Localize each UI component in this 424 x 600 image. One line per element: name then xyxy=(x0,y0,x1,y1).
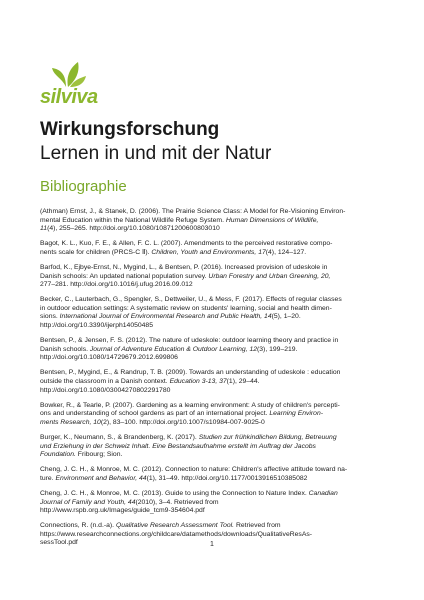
reference-text: 277–281. http://doi.org/10.1016/j.ufug.2016.09.012 xyxy=(40,281,193,289)
reference-italic-text: Human Dimensions of Wildlife, xyxy=(225,216,319,224)
reference-line xyxy=(40,208,390,217)
reference-text: http://doi.org/10.3390/ijerph14050485 xyxy=(40,322,153,330)
reference-line xyxy=(40,240,390,249)
reference-text: Danish schools. xyxy=(40,345,90,353)
reference-text: http://www.rspb.org.uk/Images/guide_tcm9-354604.pdf xyxy=(40,507,205,515)
silviva-logo xyxy=(40,62,102,106)
reference-text: Barfod, K., Ejbye-Ernst, N., Mygind, L., & Bentsen, P. (2016). Increased provision of udeskole in xyxy=(40,263,328,271)
reference-line xyxy=(40,386,390,396)
reference-text: Cheng, J. C. H., & Monroe, M. C. (2013). Guide to using the Connection to Nature Index. xyxy=(40,489,309,497)
reference-italic-text: ments Research, 10 xyxy=(40,418,101,426)
reference-line xyxy=(40,401,390,411)
reference-italic-text: Journal of Family and Youth, 44 xyxy=(40,498,136,506)
reference-text: https://www.researchconnections.org/childcare/datamethods/downloads/QualitativeResAs- xyxy=(40,530,313,538)
reference-text: (1), 31–49. http://doi.org/10.1177/0013916510385082 xyxy=(146,474,308,482)
reference-italic-text: Canadian xyxy=(308,489,338,497)
reference-line xyxy=(40,418,390,428)
reference-line xyxy=(40,410,390,419)
reference-line xyxy=(40,263,390,273)
reference-text: (Athman) Ernst, J., & Stanek, D. (2006). The Prairie Science Class: A Model for Re-Visioning Environ- xyxy=(40,208,346,215)
reference-entry xyxy=(40,369,390,395)
reference-text: (2010), 3–4. Retrieved from xyxy=(135,498,219,506)
reference-line xyxy=(40,474,390,484)
reference-line xyxy=(40,498,390,508)
reference-line xyxy=(40,466,390,475)
reference-text: (4), 124–127. xyxy=(265,248,307,256)
reference-italic-text: Education 3-13, 37 xyxy=(169,378,227,385)
reference-line xyxy=(40,369,390,378)
reference-text: Bowker, R., & Tearle, P. (2007). Gardening as a learning environment: A study of children's percepti- xyxy=(40,401,340,409)
reference-italic-text: Learning Environ- xyxy=(269,410,324,418)
logo-text: silviva xyxy=(40,86,98,108)
reference-text: http://doi.org/10.1080/03004270802291780 xyxy=(40,386,171,394)
reference-line xyxy=(40,248,390,258)
reference-text: ture. xyxy=(40,474,56,482)
reference-italic-text: Journal of Adventure Education & Outdoor Learning, 12 xyxy=(89,345,258,353)
reference-line xyxy=(40,507,390,516)
reference-italic-text: International Journal of Environmental Research and Public Health, 14 xyxy=(59,313,272,321)
reference-text: Connections, R. (n.d.-a). xyxy=(40,522,116,530)
reference-line xyxy=(40,272,390,282)
section-heading: Bibliographie xyxy=(40,178,127,195)
reference-italic-text: Children, Youth and Environments, xyxy=(151,248,257,256)
reference-text: mental Education within the National Wildlife Refuge System. xyxy=(40,216,226,224)
reference-line xyxy=(40,433,390,443)
page-subtitle: Lernen in und mit der Natur xyxy=(40,143,272,164)
reference-list xyxy=(40,208,390,555)
reference-line xyxy=(40,530,390,540)
reference-text: Bagot, K. L., Kuo, F. E., & Allen, F. C. L. (2007). Amendments to the perceived restorative compo- xyxy=(40,240,333,248)
reference-line xyxy=(40,304,390,314)
reference-text: nents scale for children (PRCS-C Ⅱ). xyxy=(40,248,152,256)
page-title: Wirkungsforschung xyxy=(40,119,220,140)
reference-text: in outdoor education settings: A systematic review on students' learning, social and health dimen- xyxy=(40,304,332,312)
reference-entry xyxy=(40,240,390,257)
reference-line xyxy=(40,296,390,305)
reference-text: Danish schools: An updated national population survey. xyxy=(40,272,209,280)
reference-line xyxy=(40,322,390,331)
reference-text: Bentsen, P., & Jensen, F. S. (2012). The nature of udeskole: outdoor learning theory and practice in xyxy=(40,337,339,345)
reference-line xyxy=(40,281,390,290)
leaf-icon xyxy=(52,62,88,88)
reference-italic-text: Environment and Behavior, 44 xyxy=(55,474,147,482)
reference-text: Retrieved from xyxy=(234,522,281,530)
reference-line xyxy=(40,489,390,499)
reference-italic-text: Foundation. xyxy=(40,451,76,459)
reference-text: outside the classroom in a Danish context. xyxy=(40,378,170,385)
reference-entry xyxy=(40,208,390,234)
reference-line xyxy=(40,442,390,452)
reference-line xyxy=(40,354,390,363)
reference-italic-text: Qualitative Research Assessment Tool. xyxy=(115,522,235,530)
reference-line xyxy=(40,337,390,346)
reference-italic-text: und Erziehung in der Schweiz Inhalt. Eine Bestandsaufnahme erstellt im Auftrag der Jacobs xyxy=(40,442,316,450)
reference-text: sessTool.pdf xyxy=(40,539,78,547)
reference-entry xyxy=(40,296,390,330)
page-number: 1 xyxy=(210,541,214,548)
reference-italic-text: 11 xyxy=(40,225,48,233)
reference-italic-text: Urban Forestry and Urban Greening, 20, xyxy=(208,272,331,280)
reference-text: http://doi.org/10.1080/14729679.2012.699806 xyxy=(40,354,178,362)
reference-text: (2), 83–100. http://doi.org/10.1007/s10984-007-9025-0 xyxy=(100,418,265,426)
reference-text: (5), 1–20. xyxy=(271,313,301,321)
reference-line xyxy=(40,345,390,355)
reference-line xyxy=(40,313,390,322)
reference-line xyxy=(40,451,390,460)
reference-entry xyxy=(40,434,390,460)
reference-entry xyxy=(40,402,390,428)
reference-entry xyxy=(40,264,390,290)
reference-italic-text: 17 xyxy=(258,248,266,256)
reference-entry xyxy=(40,337,390,363)
reference-text: sions. xyxy=(40,313,60,321)
reference-italic-text: Studien zur frühkindlichen Bildung, Betreuung xyxy=(198,433,337,441)
reference-text: Fribourg; Sion. xyxy=(75,451,123,459)
reference-text: (4), 255–265. http://doi.org/10.1080/10871200600803010 xyxy=(47,225,220,233)
reference-text: Burger, K., Neumann, S., & Brandenberg, K. (2017). xyxy=(40,433,199,441)
reference-line xyxy=(40,378,390,387)
reference-entry xyxy=(40,466,390,483)
reference-text: Becker, C., Lauterbach, G., Spengler, S., Dettweiler, U., & Mess, F. (2017). Effects of regular classes xyxy=(40,296,342,304)
reference-text: Bentsen, P., Mygind, E., & Randrup, T. B. (2009). Towards an understanding of udeskole : education xyxy=(40,369,341,377)
reference-text: (1), 29–44. xyxy=(226,378,260,385)
reference-text: Cheng, J. C. H., & Monroe, M. C. (2012). Connection to nature: Children's affective attitude toward na- xyxy=(40,466,348,474)
reference-text: ons and understanding of school gardens as part of an international project. xyxy=(40,410,270,418)
reference-line xyxy=(40,225,390,234)
reference-text: (3), 199–219. xyxy=(257,345,298,353)
reference-entry xyxy=(40,490,390,516)
reference-line xyxy=(40,522,390,531)
reference-line xyxy=(40,216,390,226)
